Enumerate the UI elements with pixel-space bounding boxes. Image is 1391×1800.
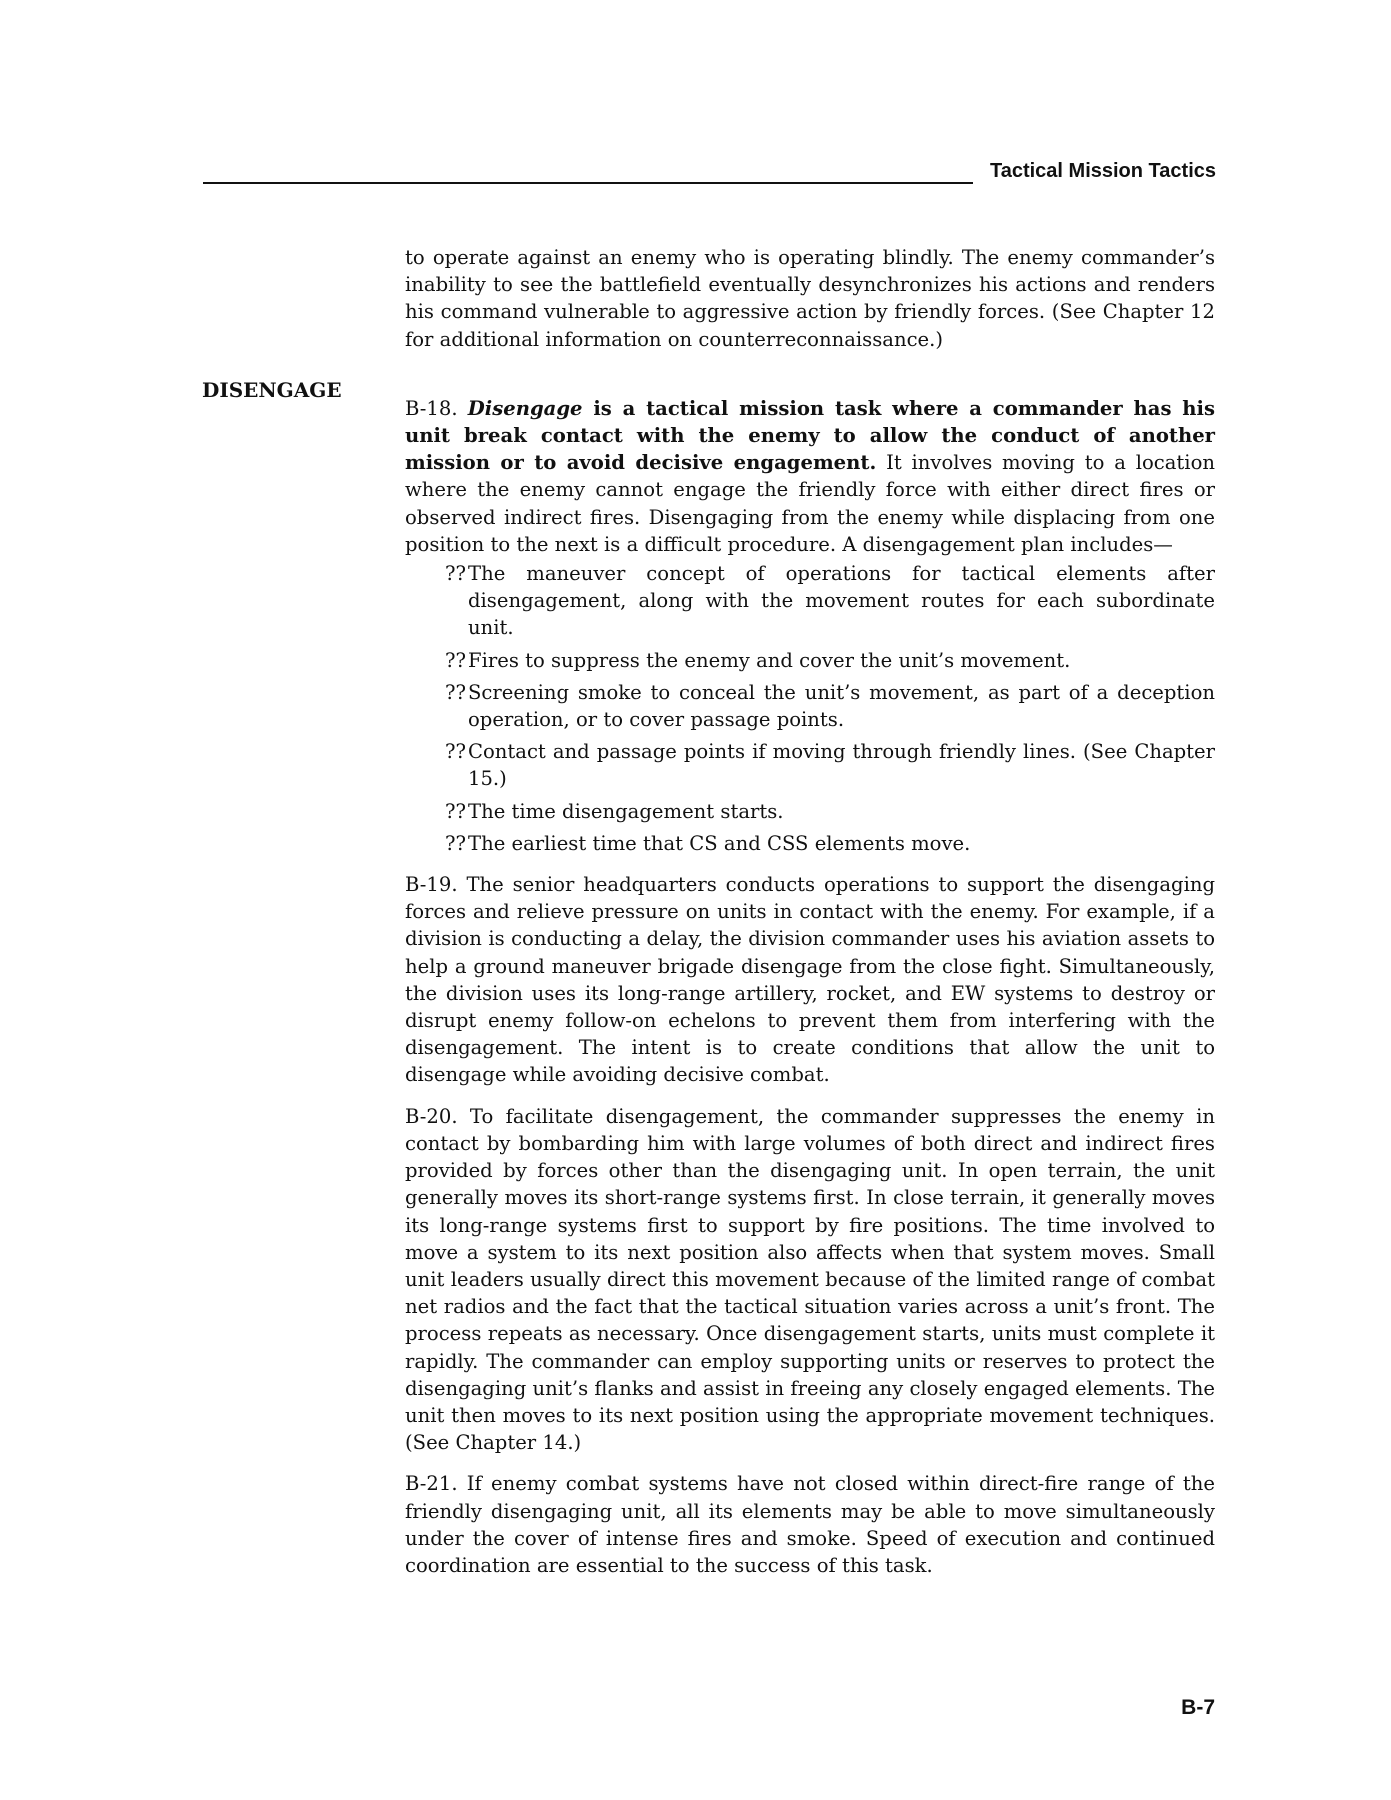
paragraph-b20: B-20. To facilitate disengagement, the commander suppresses the enemy in contact by bombarding him with large volumes of both direct and indirect fires provided by forces other than the disengaging unit. In open terrain, the unit generally moves its short-range systems first. In close terrain, it generally moves its long-range systems first to support by fire positions. The time involved to move a system to its next position also affects when that system moves. Small unit leaders usually direct this movement because of the limited range of combat net radios and the fact that the tactical situation varies across a unit’s front. The process repeats as necessary. Once disengagement starts, units must complete it rapidly. The commander can employ supporting units or reserves to protect the disengaging unit’s flanks and assist in freeing any closely engaged elements. The unit then moves to its next position using the appropriate movement techniques. (See Chapter 14.)	[405, 1104, 1215, 1455]
page-number: B-7	[1181, 1696, 1215, 1719]
definition: is a tactical mission task where a commander has his unit break contact with the enemy to allow the conduct of another mission or to avoid decisive engagement.	[405, 396, 1215, 475]
list-item	[405, 647, 1215, 674]
bullet-icon: ??	[445, 648, 467, 672]
paragraph-b19: B-19. The senior headquarters conducts operations to support the disengaging forces and relieve pressure on units in contact with the enemy. For example, if a division is conducting a delay, the division commander uses his aviation assets to help a ground maneuver brigade disengage from the close fight. Simultaneously, the division uses its long-range artillery, rocket, and EW systems to destroy or disrupt enemy follow-on echelons to prevent them from interfering with the disengagement. The intent is to create conditions that allow the unit to disengage while avoiding decisive combat.	[405, 873, 1215, 1087]
bullet-icon: ??	[445, 831, 467, 855]
paragraph-b18	[405, 395, 1215, 558]
paragraph-number: B-18.	[405, 396, 458, 420]
defined-term: Disengage	[467, 396, 583, 420]
header-title: Tactical Mission Tactics	[989, 160, 1216, 182]
list-item-text: The earliest time that CS and CSS elements move.	[468, 831, 971, 855]
list-item-text: Screening smoke to conceal the unit’s movement, as part of a deception operation, or to cover passage points.	[468, 680, 1215, 732]
bullet-icon: ??	[445, 740, 467, 764]
bullet-icon: ??	[445, 680, 467, 704]
body-text	[405, 244, 1215, 1593]
list-item	[405, 738, 1215, 792]
list-item-text: Fires to suppress the enemy and cover the unit’s movement.	[468, 648, 1071, 672]
list-item-text: Contact and passage points if moving through friendly lines. (See Chapter 15.)	[468, 740, 1215, 791]
list-item	[405, 830, 1215, 857]
bullet-icon: ??	[445, 799, 467, 823]
disengagement-plan-list	[405, 560, 1215, 857]
paragraph-text: It involves moving to a location where the enemy cannot engage the friendly force with either direct fires or observed indirect fires. Disengaging from the enemy while displacing from one position to the next is a difficult procedure. A disengagement plan includes—	[405, 451, 1215, 556]
bullet-icon: ??	[445, 562, 467, 586]
paragraph-b21: B-21. If enemy combat systems have not closed within direct-fire range of the friendly disengaging unit, all its elements may be able to move simultaneously under the cover of intense fires and smoke. Speed of execution and continued coordination are essential to the success of this task.	[405, 1472, 1215, 1577]
intro-paragraph: to operate against an enemy who is operating blindly. The enemy commander’s inability to see the battlefield eventually desynchronizes his actions and renders his command vulnerable to aggressive action by friendly forces. (See Chapter 12 for additional information on counterreconnaissance.)	[405, 246, 1215, 351]
list-item	[405, 560, 1215, 642]
running-header	[203, 160, 1216, 186]
list-item-text: The maneuver concept of operations for tactical elements after disengagement, along with the movement routes for each subordinate unit.	[468, 562, 1215, 640]
section-heading: DISENGAGE	[202, 378, 342, 402]
header-rule	[203, 182, 973, 184]
list-item	[405, 798, 1215, 825]
list-item	[405, 679, 1215, 733]
list-item-text: The time disengagement starts.	[468, 799, 784, 823]
